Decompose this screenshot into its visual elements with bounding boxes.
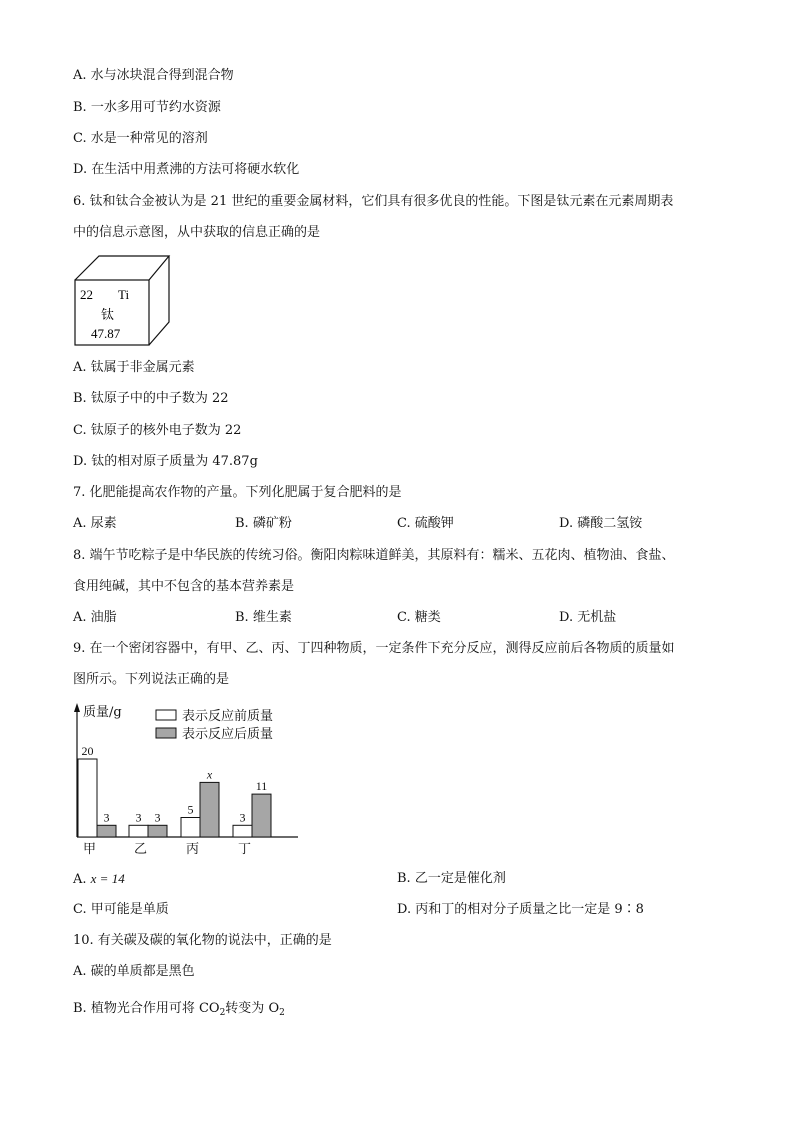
atomic-number: 22 — [80, 287, 93, 302]
atomic-mass: 47.87 — [91, 326, 121, 341]
q8-option-a: A. 油脂 — [73, 610, 117, 625]
legend-label-1: 表示反应前质量 — [182, 709, 274, 724]
q9-stem-line2: 图所示。下列说法正确的是 — [73, 672, 230, 687]
mass-bar-chart — [68, 700, 308, 860]
q7-option-a: A. 尿素 — [73, 516, 117, 531]
data-label-甲-2: 3 — [103, 810, 110, 825]
bar-丙-1 — [181, 818, 200, 838]
element-cell-side-face — [149, 256, 169, 345]
q5-option-a: A. 水与冰块混合得到混合物 — [73, 68, 234, 83]
data-label-丁-1: 3 — [239, 810, 246, 825]
data-label-丙-1: 5 — [187, 802, 194, 817]
y-axis-arrow — [74, 703, 80, 712]
y-axis-label: 质量/g — [83, 705, 122, 720]
q10-option-b-prefix: B. 植物光合作用可将 — [73, 1001, 199, 1016]
q9-option-a — [73, 870, 125, 889]
q9-stem-line1: 9. 在一个密闭容器中，有甲、乙、丙、丁四种物质，一定条件下充分反应，测得反应前后各物质的质量如 — [73, 641, 675, 656]
legend-label-2: 表示反应后质量 — [182, 727, 274, 742]
data-label-乙-2: 3 — [154, 810, 161, 825]
x-tick-甲: 甲 — [82, 842, 97, 857]
formula-co2: $CO_2$ — [198, 1001, 226, 1018]
data-label-甲-1: 20 — [81, 744, 94, 758]
q7-option-b: B. 磷矿粉 — [235, 516, 292, 531]
q8-option-b: B. 维生素 — [235, 610, 292, 625]
bar-乙-1 — [129, 825, 148, 837]
bar-丁-1 — [233, 825, 252, 837]
x-tick-丁: 丁 — [237, 842, 252, 857]
q5-option-d: D. 在生活中用煮沸的方法可将硬水软化 — [73, 162, 300, 177]
q7-option-c: C. 硫酸钾 — [397, 516, 454, 531]
q9-option-b: B. 乙一定是催化剂 — [397, 871, 506, 886]
q8-option-c: C. 糖类 — [397, 610, 441, 625]
element-cell-top-face — [75, 256, 169, 280]
bar-乙-2 — [148, 825, 167, 837]
legend-swatch-1 — [156, 710, 176, 720]
data-label-丁-2: 11 — [255, 779, 268, 794]
element-cell-figure — [70, 253, 180, 349]
q10-option-b-mid: 转变为 — [225, 1001, 269, 1016]
data-label-乙-1: 3 — [135, 810, 142, 825]
q6-option-d: D. 钛的相对原子质量为 47.87g — [73, 454, 258, 469]
x-tick-丙: 丙 — [185, 842, 200, 857]
q6-option-c: C. 钛原子的核外电子数为 22 — [73, 423, 242, 438]
data-label-丙-2: x — [206, 767, 213, 782]
element-name: 钛 — [101, 307, 115, 322]
q9-option-a-math: x = 14 — [90, 871, 125, 886]
q5-option-b: B. 一水多用可节约水资源 — [73, 100, 221, 115]
q9-option-c: C. 甲可能是单质 — [73, 902, 169, 917]
q9-option-d: D. 丙和丁的相对分子质量之比一定是 9∶8 — [397, 902, 644, 917]
bar-丁-2 — [252, 794, 271, 837]
q7-stem: 7. 化肥能提高农作物的产量。下列化肥属于复合肥料的是 — [73, 485, 402, 500]
bar-甲-1 — [78, 759, 97, 837]
formula-o2: $O_2$ — [268, 1001, 285, 1018]
q8-option-d: D. 无机盐 — [559, 610, 617, 625]
bar-甲-2 — [97, 825, 116, 837]
q6-option-b: B. 钛原子中的中子数为 22 — [73, 391, 229, 406]
q6-stem-line2: 中的信息示意图，从中获取的信息正确的是 — [73, 225, 321, 240]
q10-stem: 10. 有关碳及碳的氧化物的说法中，正确的是 — [73, 933, 332, 948]
x-tick-乙: 乙 — [133, 842, 148, 857]
q8-stem-line2: 食用纯碱，其中不包含的基本营养素是 — [73, 579, 295, 594]
q7-option-d: D. 磷酸二氢铵 — [559, 516, 643, 531]
element-symbol: Ti — [118, 287, 130, 302]
q9-option-a-prefix: A. — [73, 872, 91, 887]
bar-丙-2 — [200, 782, 219, 837]
q10-option-b — [73, 1000, 285, 1022]
q5-option-c: C. 水是一种常见的溶剂 — [73, 131, 208, 146]
q6-stem-line1: 6. 钛和钛合金被认为是 21 世纪的重要金属材料，它们具有很多优良的性能。下图是钛元素在元素周期表 — [73, 194, 674, 209]
q10-option-a: A. 碳的单质都是黑色 — [73, 964, 195, 979]
q6-option-a: A. 钛属于非金属元素 — [73, 360, 195, 375]
q8-stem-line1: 8. 端午节吃粽子是中华民族的传统习俗。衡阳肉粽味道鲜美，其原料有：糯米、五花肉、植物油、食盐、 — [73, 548, 675, 563]
legend-swatch-2 — [156, 728, 176, 738]
